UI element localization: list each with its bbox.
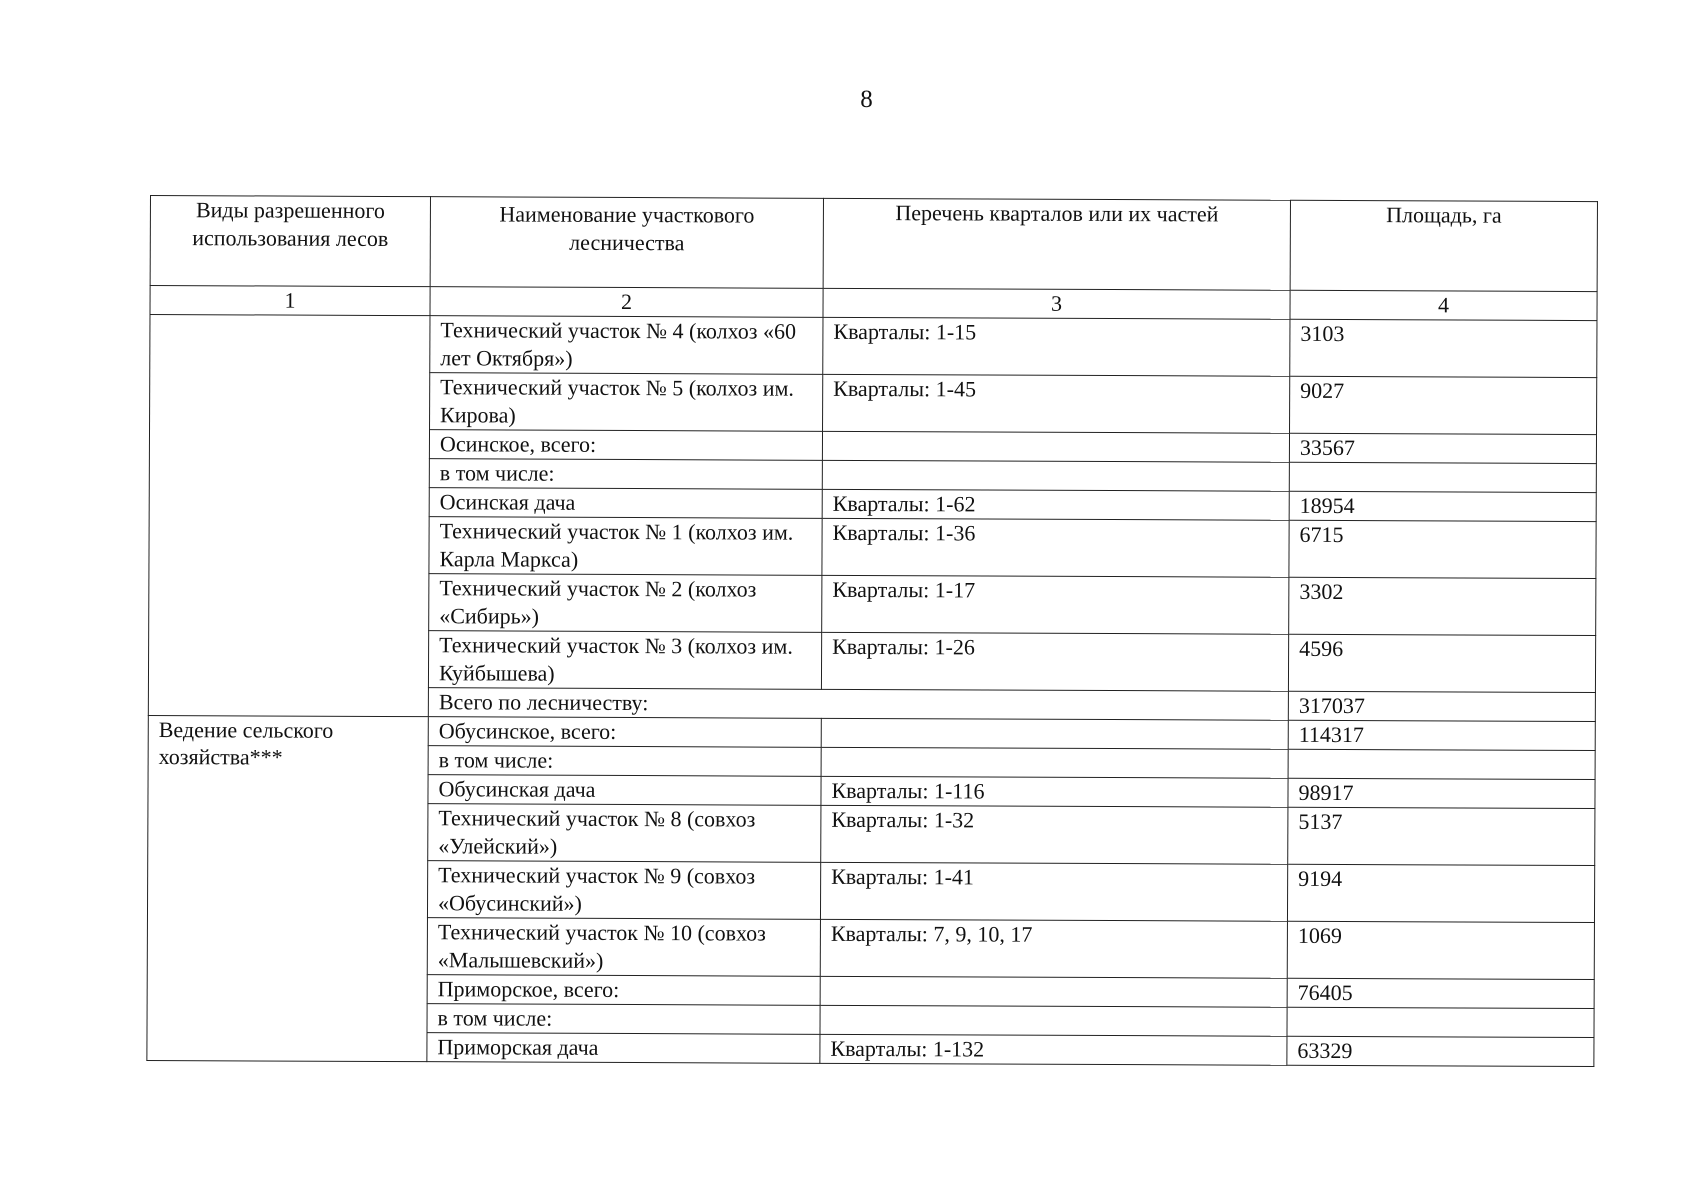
table-row [150, 315, 1597, 378]
forestry-name: Обусинская дача [428, 775, 821, 806]
quarters: Кварталы: 7, 9, 10, 17 [820, 919, 1287, 978]
column-number: 3 [823, 288, 1290, 319]
forestry-name: Приморское, всего: [427, 975, 820, 1006]
area: 1069 [1287, 921, 1594, 979]
area [1287, 1007, 1594, 1037]
forestry-name: в том числе: [429, 459, 822, 490]
header-quarters-list: Перечень кварталов или их частей [823, 198, 1290, 290]
column-number: 2 [430, 287, 823, 318]
quarters: Кварталы: 1-41 [820, 862, 1287, 921]
quarters [821, 718, 1288, 749]
forestry-name: в том числе: [428, 746, 821, 777]
quarters: Кварталы: 1-45 [823, 374, 1290, 433]
area: 3302 [1289, 577, 1596, 635]
quarters: Кварталы: 1-17 [822, 575, 1289, 634]
quarters: Кварталы: 1-26 [821, 632, 1288, 691]
forestry-name: Приморская дача [427, 1033, 820, 1064]
header-forestry-name: Наименование участкового лесничества [430, 197, 823, 289]
quarters: Кварталы: 1-116 [821, 776, 1288, 807]
forestry-name: Технический участок № 5 (колхоз им. Кирова) [430, 373, 823, 432]
forestry-name: Обусинское, всего: [428, 717, 821, 748]
category-cell [148, 315, 430, 717]
area [1288, 749, 1595, 779]
table-row [148, 715, 1595, 750]
forestry-name: Осинская дача [429, 488, 822, 519]
area: 3103 [1290, 319, 1597, 377]
quarters [820, 1005, 1287, 1036]
forestry-name: Технический участок № 8 (совхоз «Улейский») [428, 804, 821, 863]
forestry-name: Технический участок № 4 (колхоз «60 лет Октября») [430, 316, 823, 375]
area: 76405 [1287, 978, 1594, 1008]
forestry-name: Технический участок № 3 (колхоз им. Куйбышева) [428, 631, 821, 690]
quarters: Кварталы: 1-36 [822, 518, 1289, 577]
quarters: Кварталы: 1-62 [822, 489, 1289, 520]
quarters: Кварталы: 1-15 [823, 317, 1290, 376]
area: 63329 [1287, 1036, 1594, 1066]
forestry-name: Технический участок № 1 (колхоз им. Карла Маркса) [429, 517, 822, 576]
header-area: Площадь, га [1290, 200, 1597, 291]
area: 4596 [1288, 634, 1595, 692]
header-row [150, 196, 1597, 292]
header-permitted-use: Виды разрешенного использования лесов [150, 196, 430, 287]
area: 98917 [1288, 778, 1595, 808]
area: 317037 [1288, 691, 1595, 721]
quarters [822, 460, 1289, 491]
column-number: 1 [150, 286, 430, 316]
area: 5137 [1288, 807, 1595, 865]
forestry-name: в том числе: [427, 1004, 820, 1035]
area: 6715 [1289, 520, 1596, 578]
forestry-total-label: Всего по лесничеству: [428, 688, 1288, 721]
forestry-name: Технический участок № 2 (колхоз «Сибирь») [429, 574, 822, 633]
quarters: Кварталы: 1-132 [820, 1034, 1287, 1065]
area: 9194 [1287, 864, 1594, 922]
quarters: Кварталы: 1-32 [821, 805, 1288, 864]
page-number: 8 [860, 86, 873, 113]
column-number: 4 [1290, 290, 1597, 320]
area: 18954 [1289, 491, 1596, 521]
area: 114317 [1288, 720, 1595, 750]
forest-use-table [146, 195, 1598, 1067]
forestry-name: Технический участок № 9 (совхоз «Обусинский») [427, 861, 820, 920]
forestry-name: Технический участок № 10 (совхоз «Малышевский») [427, 918, 820, 977]
area: 9027 [1290, 376, 1597, 434]
forestry-name: Осинское, всего: [429, 430, 822, 461]
area [1289, 462, 1596, 492]
area: 33567 [1289, 433, 1596, 463]
quarters [822, 431, 1289, 462]
quarters [820, 976, 1287, 1007]
quarters [821, 747, 1288, 778]
category-cell: Ведение сельского хозяйства*** [147, 715, 428, 1061]
